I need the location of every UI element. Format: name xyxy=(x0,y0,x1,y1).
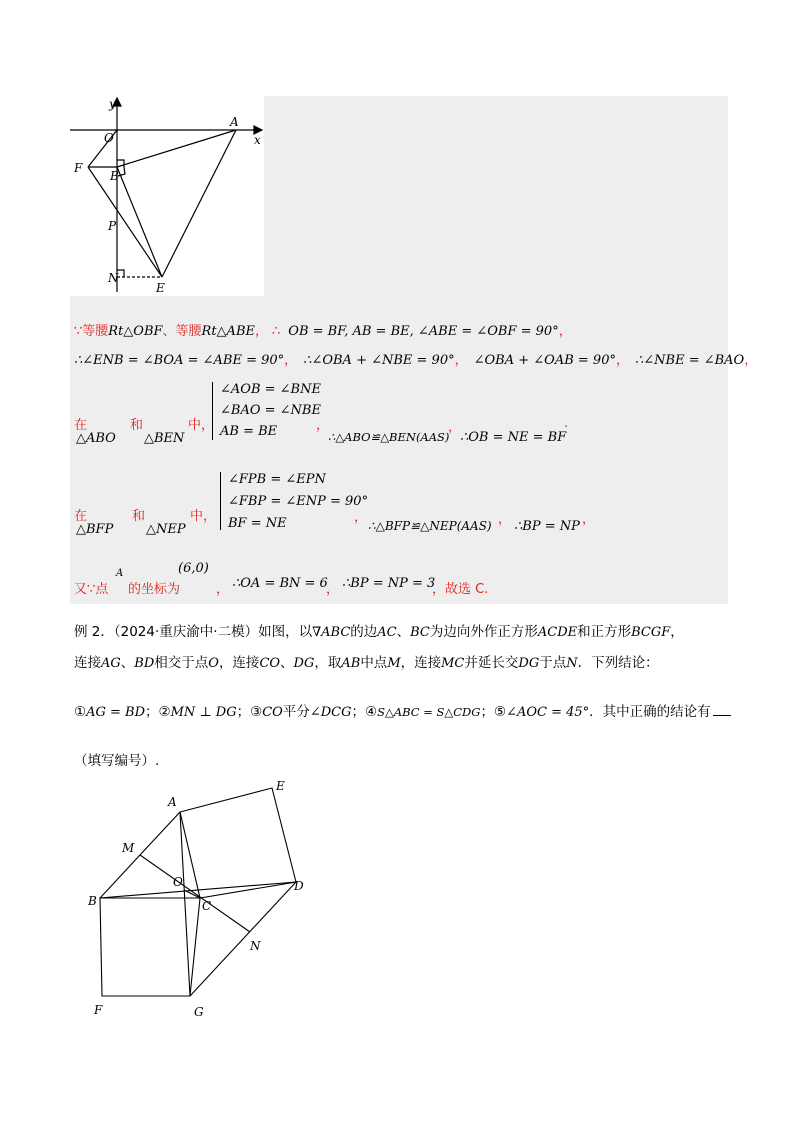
answer-blank xyxy=(713,715,731,716)
label-P: P xyxy=(108,219,117,233)
label-M: M xyxy=(122,841,135,855)
label-N: N xyxy=(108,271,119,285)
example-2-line-2: 连接AG、BD相交于点O，连接CO、DG，取AB中点M，连接MC并延长交DG于点N．下列结论： xyxy=(74,655,659,671)
segment-BE xyxy=(117,167,162,277)
label-O: O xyxy=(173,875,183,889)
label-B: B xyxy=(88,894,97,908)
segment-FE xyxy=(88,167,162,277)
label-y: y xyxy=(109,97,116,111)
label-D: D xyxy=(294,879,304,893)
segment-AG xyxy=(180,812,190,996)
example-2-line-1: 例 2．（2024·重庆渝中·二模）如图，以∇ABC的边AC、BC为边向外作正方形ACDE和正方形BCGF， xyxy=(74,624,684,640)
figure-2-svg xyxy=(86,778,326,1028)
label-A: A xyxy=(230,115,239,129)
label-F: F xyxy=(94,1003,103,1017)
solution-line-2: ∴∠ENB = ∠BOA = ∠ABE = 90°， ∴∠OBA + ∠NBE = 90°， ∠OBA + ∠OAB = 90°， ∴∠NBE = ∠BAO， xyxy=(74,353,758,368)
segment-AE xyxy=(162,130,236,277)
label-A: A xyxy=(168,795,177,809)
label-N: N xyxy=(250,939,261,953)
figure-2 xyxy=(86,778,326,1028)
example-2-line-4: （填写编号）. xyxy=(74,753,160,769)
figure-1 xyxy=(70,96,264,296)
brace-1 xyxy=(212,382,219,440)
label-C: C xyxy=(202,899,212,913)
label-F: F xyxy=(74,161,83,175)
label-O: O xyxy=(104,131,114,145)
figure-1-svg xyxy=(70,96,264,296)
segment-BA xyxy=(117,130,236,167)
brace-2 xyxy=(220,472,227,530)
example-2-line-3: ①AG = BD；②MN ⊥ DG；③CO平分∠DCG；④S△ABC = S△CDG；⑤∠AOC = 45°．其中正确的结论有 xyxy=(74,700,731,720)
label-B: B xyxy=(110,169,119,183)
label-G: G xyxy=(194,1005,204,1019)
square-ACDE xyxy=(180,788,296,898)
label-x: x xyxy=(254,133,261,147)
solution-line-1: ∵等腰Rt△OBF、等腰Rt△ABE， ∴ OB = BF, AB = BE, ∠ABE = ∠OBF = 90°， xyxy=(74,324,572,339)
label-E: E xyxy=(276,779,285,793)
label-E: E xyxy=(156,281,165,295)
